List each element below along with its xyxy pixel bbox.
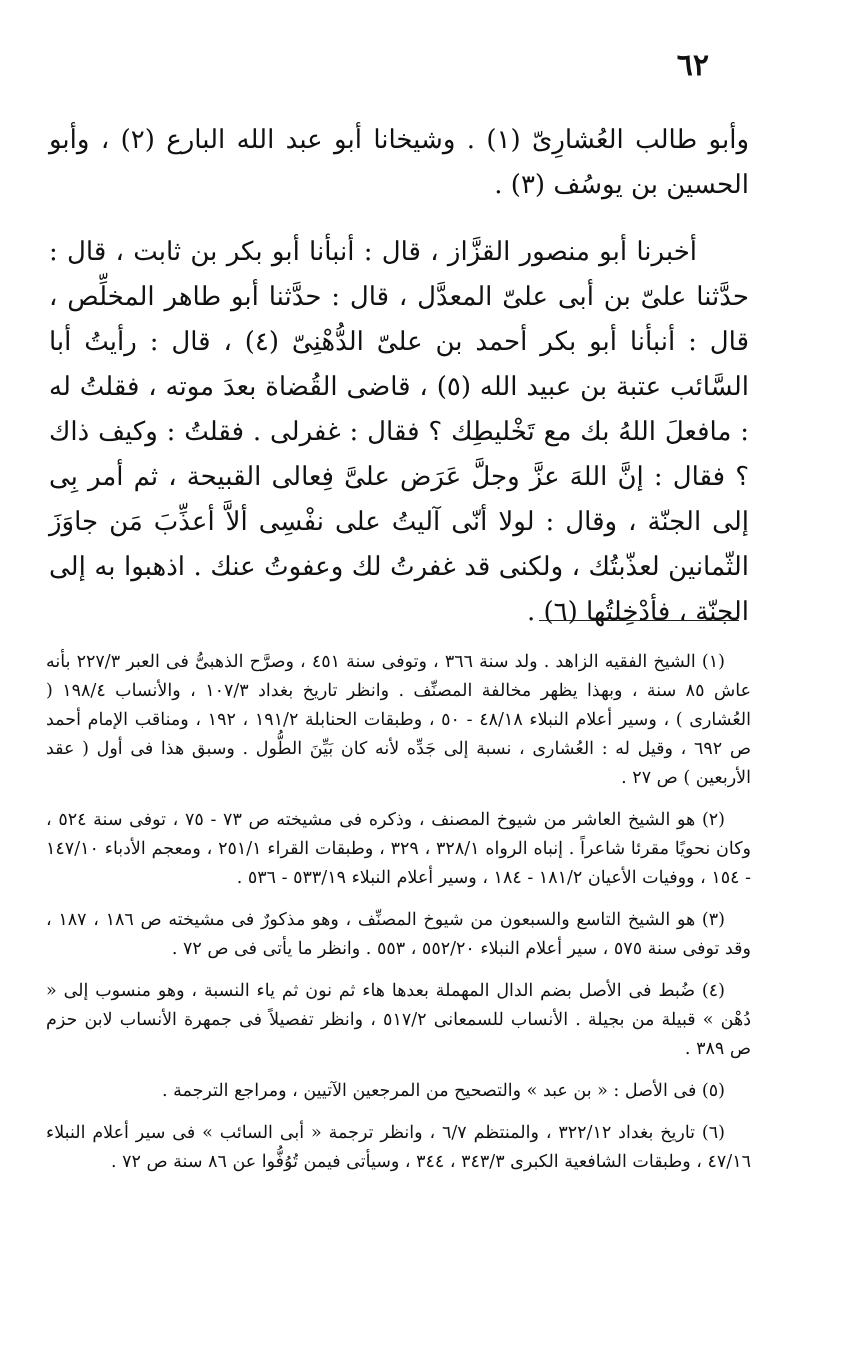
page-number: ٦٢: [676, 48, 709, 83]
footnote-6: (٦) تاريخ بغداد ٣٢٢/١٢ ، والمنتظم ٦/٧ ، وانظر ترجمة « أبى السائب » فى سير أعلام النبلاء ٤٧/١٦ ، وطبقات الشافعية الكبرى ٣٤٣/٣ ، ٣٤٤ ، وسيأتى فيمن تُوُفُّوا عن ٨٦ سنة ص ٧٢ .: [46, 1123, 751, 1172]
footnote-2: (٢) هو الشيخ العاشر من شيوخ المصنف ، وذكره فى مشيخته ص ٧٣ - ٧٥ ، توفى سنة ٥٢٤ ، وكان نحويًا مقرئا شاعراً . إنباه الرواه ٣٢٨/١ ، ٣٢٩ ، وطبقات القراء ٢٥١/١ ، ومعجم الأدباء ١٤٧/١٠ - ١٥٤ ، ووفيات الأعيان ١٨١/٢ - ١٨٤ ، وسير أعلام النبلاء ٥٣٣/١٩ - ٥٣٦ .: [46, 810, 751, 888]
footnote-1: (١) الشيخ الفقيه الزاهد . ولد سنة ٣٦٦ ، وتوفى سنة ٤٥١ ، وصرَّح الذهبىُّ فى العبر ٢٢٧/٣ بأنه عاش ٨٥ سنة ، وبهذا يظهر مخالفة المصنِّف . وانظر تاريخ بغداد ١٠٧/٣ ، والأنساب ١٩٨/٤ ( العُشارى ) ، وسير أعلام النبلاء ٤٨/١٨ - ٥٠ ، وطبقات الحنابلة ١٩١/٢ ، ١٩٢ ، ومناقب الإمام أحمد ص ٦٩٢ ، وقيل له : العُشارى ، نسبة إلى جَدِّه لأنه كان بَيِّنَ الطُّول . وسبق هذا فى أول ( عقد الأربعين ) ص ٢٧ .: [46, 652, 752, 788]
footnote-separator: [539, 620, 739, 621]
main-text: [49, 118, 749, 657]
footnote-3: (٣) هو الشيخ التاسع والسبعون من شيوخ المصنِّف ، وهو مذكورٌ فى مشيخته ص ١٨٦ ، ١٨٧ ، وقد توفى سنة ٥٧٥ ، سير أعلام النبلاء ٥٥٢/٢٠ ، ٥٥٣ . وانظر ما يأتى فى ص ٧٢ .: [46, 910, 751, 959]
paragraph-opening: وأبو طالب العُشارِىّ (١) . وشيخانا أبو عبد الله البارع (٢) ، وأبو الحسين بن يوسُف (٣) .: [49, 125, 749, 200]
footnotes: [46, 648, 751, 1190]
paragraph-narration: أخبرنا أبو منصور القزَّاز ، قال : أنبأنا أبو بكر بن ثابت ، قال : حدَّثنا علىّ بن أبى علىّ المعدَّل ، قال : حدَّثنا أبو طاهر المخلِّص ، قال : أنبأنا أبو بكر أحمد بن علىّ الدُّهْنِىّ (٤) ، قال : رأيتُ أبا السَّائب عتبة بن عبيد الله (٥) ، قاضى القُضاة بعدَ موته ، فقلتُ له : مافعلَ اللهُ بك مع تَخْليطِك ؟ فقال : غفرلى . فقلتُ : وكيف ذاك ؟ فقال : إنَّ اللهَ عزَّ وجلَّ عَرَض علىَّ فِعالى القبيحة ، ثم أمر بِى إلى الجنّة ، وقال : لولا أنّى آليتُ على نفْسِى ألاَّ أعذِّبَ مَن جاوَزَ الثّمانين لعذّبتُك ، ولكنى قد غفرتُ لك وعفوتُ عنك . اذهبوا به إلى الجنّة ، فأدْخِلتُها (٦) .: [49, 237, 750, 627]
footnote-5: (٥) فى الأصل : « بن عبد » والتصحيح من المرجعين الآتيين ، ومراجع الترجمة .: [161, 1081, 725, 1101]
footnote-4: (٤) ضُبط فى الأصل بضم الدال المهملة بعدها هاء ثم نون ثم ياء النسبة ، وهو منسوب إلى « دُهْن » قبيلة من بجيلة . الأنساب للسمعانى ٥١٧/٢ ، وانظر تفصيلاً فى جمهرة الأنساب لابن حزم ص ٣٨٩ .: [46, 981, 751, 1059]
